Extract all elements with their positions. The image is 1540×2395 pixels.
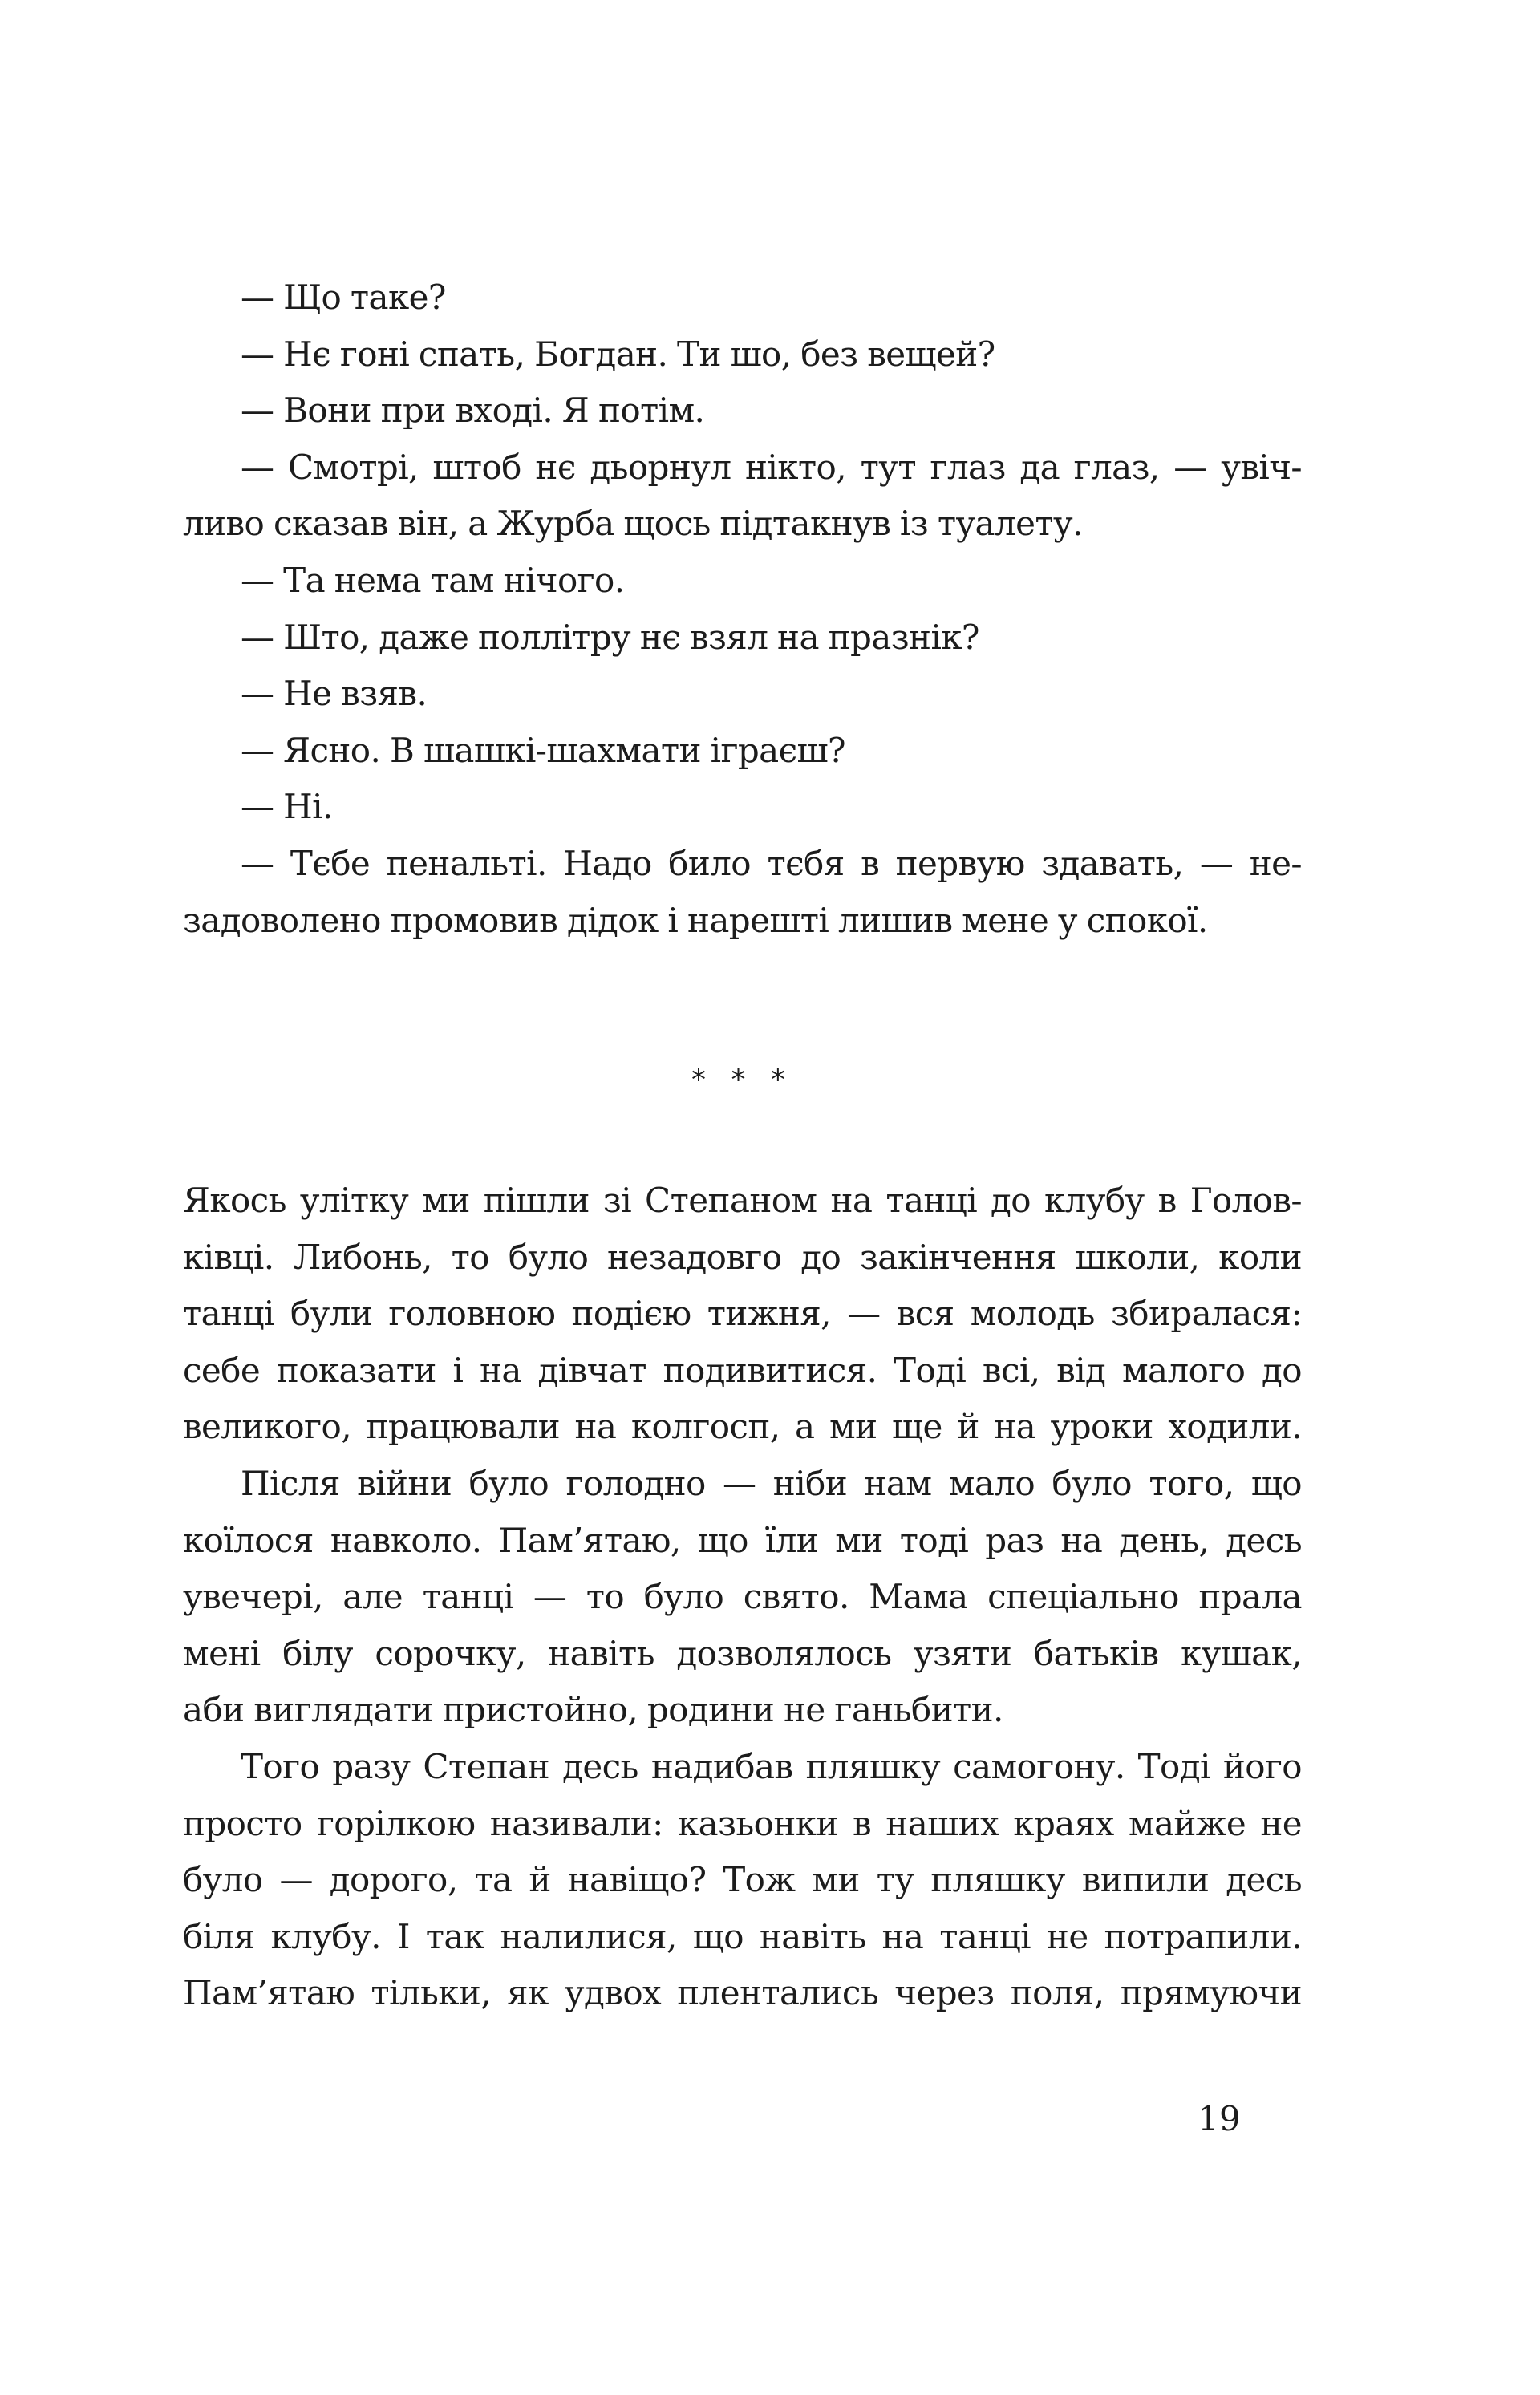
dialogue-line: — Смотрі, штоб нє дьорнул нікто, тут глаз да глаз, — увіч- [241, 447, 1302, 487]
dialogue-line: — Ні. [241, 787, 333, 827]
narrative-line: коїлося навколо. Пам’ятаю, що їли ми тоді раз на день, десь [183, 1520, 1302, 1560]
narrative-line: Після війни було голодно — ніби нам мало було того, що [241, 1463, 1302, 1503]
narrative-line: просто горілкою називали: казьонки в наших краях майже не [183, 1803, 1302, 1843]
narrative-line: біля клубу. І так налилися, що навіть на танці не потрапили. [183, 1916, 1302, 1956]
narrative-section [183, 1173, 1302, 2022]
dialogue-line: — Що таке? [241, 278, 446, 317]
narrative-line: Пам’ятаю тільки, як удвох плентались через поля, прямуючи [183, 1973, 1302, 2013]
dialogue-line: задоволено промовив дідок і нарешті лишив мене у спокої. [183, 900, 1208, 940]
narrative-line: було — дорого, та й навіщо? Тож ми ту пляшку випили десь [183, 1860, 1302, 1900]
dialogue-line: ливо сказав він, а Журба щось підтакнув із туалету. [183, 504, 1083, 544]
dialogue-line: — Тєбе пенальті. Надо било тєбя в первую здавать, — не- [241, 843, 1302, 883]
dialogue-line: — Не взяв. [241, 674, 428, 714]
dialogue-line: — Нє гоні спать, Богдан. Ти шо, без вещей? [241, 334, 995, 374]
narrative-line: ківці. Либонь, то було незадовго до закінчення школи, коли [183, 1237, 1302, 1277]
dialogue-line: — Ясно. В шашкі-шахмати іграєш? [241, 730, 845, 770]
narrative-line: танці були головною подією тижня, — вся молодь збиралася: [183, 1294, 1302, 1334]
narrative-line: мені білу сорочку, навіть дозволялось узяти батьків кушак, [183, 1633, 1302, 1673]
narrative-line: Того разу Степан десь надибав пляшку самогону. Тоді його [241, 1746, 1302, 1786]
narrative-line: Якось улітку ми пішли зі Степаном на танці до клубу в Голов- [183, 1181, 1302, 1220]
narrative-line: себе показати і на дівчат подивитися. Тоді всі, від малого до [183, 1350, 1302, 1390]
page-number: 19 [1198, 2099, 1241, 2138]
section-break-asterisks: * * * [691, 1064, 793, 1096]
dialogue-line: — Што, даже поллітру нє взял на празнік? [241, 617, 979, 657]
dialogue-line: — Та нема там нічого. [241, 560, 625, 600]
narrative-line: аби виглядати пристойно, родини не ганьбити. [183, 1690, 1003, 1730]
narrative-line: великого, працювали на колгосп, а ми ще й на уроки ходили. [183, 1407, 1302, 1447]
dialogue-section [183, 269, 1302, 949]
dialogue-line: — Вони при вході. Я потім. [241, 391, 705, 431]
narrative-line: увечері, але танці — то було свято. Мама спеціально прала [183, 1577, 1302, 1617]
